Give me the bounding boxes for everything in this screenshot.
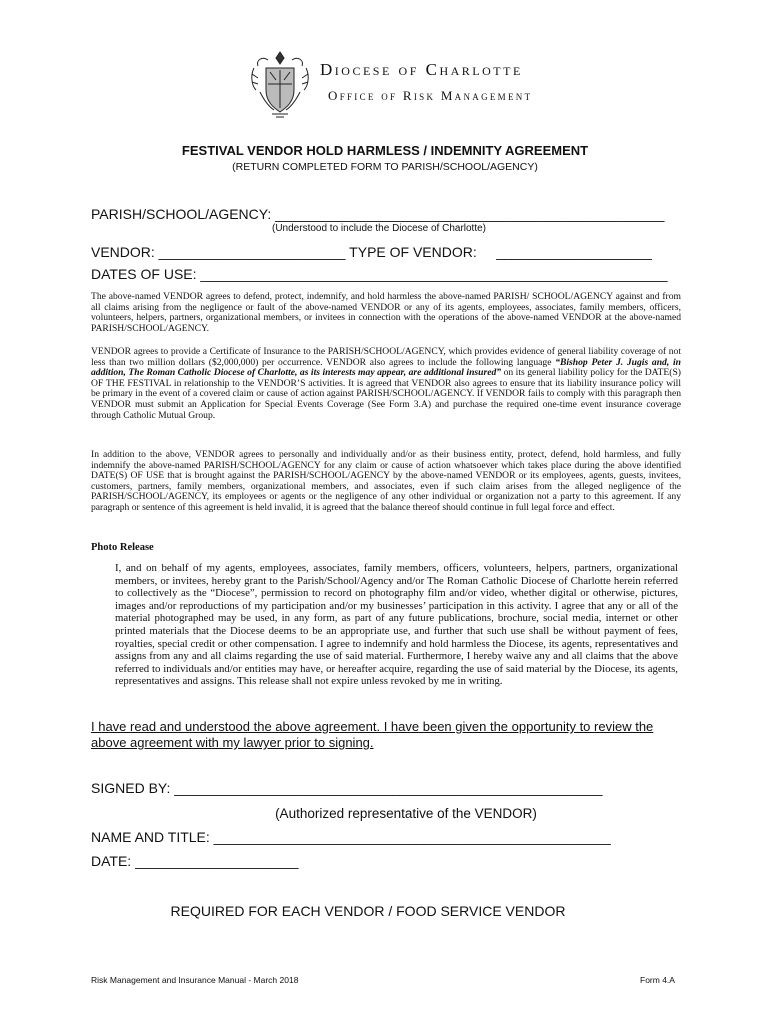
dates-of-use-field[interactable]: DATES OF USE: ____________________________________________________________ [91,266,668,282]
acknowledgement-statement: I have read and understood the above agreement. I have been given the opportunity to review the above agreement with my lawyer prior to signing. [91,719,654,750]
photo-release-text: I, and on behalf of my agents, employees, associates, family members, officers, volunteers, helpers, partners, organizational members, or invitees, hereby grant to the Parish/School/Agency and/or The Roman Catholic Diocese of Charlotte herein referred to collectively as the “Diocese”, permission to record on photography film and/or video, whether digital or otherwise, pictures, images and/or reproductions of my participation and/or my businesses’ participation in this activity. I agree that any or all of the material photographed may be used, in any form, as part of any future publications, brochure, social media, internet or other printed materials that the Diocese deems to be an appropriate use, and further that such use shall be without payment of fees, royalties, special credit or other compensation. I agree to indemnify and hold harmless the Diocese, its agents, representatives and assigns from any and all claims regarding the use of said material. Furthermore, I hereby waive any and all claims that the above referred to individuals and/or entities may have, or hereafter acquire, regarding the use of said material by the Diocese, its agents, representatives and assigns. This release shall not expire unless revoked by me in writing. [115,562,678,688]
form-subtitle: (RETURN COMPLETED FORM TO PARISH/SCHOOL/AGENCY) [232,161,538,173]
parish-note: (Understood to include the Diocese of Charlotte) [272,223,487,234]
required-note: REQUIRED FOR EACH VENDOR / FOOD SERVICE VENDOR [170,903,566,919]
letterhead [248,50,548,120]
form-title: FESTIVAL VENDOR HOLD HARMLESS / INDEMNITY AGREEMENT [181,143,589,158]
footer-manual: Risk Management and Insurance Manual - March 2018 [91,975,299,985]
org-name: Diocese of Charlotte [320,60,523,79]
office-name: Office of Risk Management [328,88,533,103]
authorized-representative-note: (Authorized representative of the VENDOR) [275,806,537,821]
additional-insured-language: “Bishop Peter J. Jugis and, in addition, The Roman Catholic Diocese of Charlotte, as its interests may appear, are additional insured” [91,356,681,379]
indemnity-paragraph-1: The above-named VENDOR agrees to defend, protect, indemnify, and hold harmless the above-named PARISH/ SCHOOL/AGENCY against and from all claims arising from the negligence or fault of the above-named VENDOR or any of its agents, employees, associates, family members, officers, volunteers, helpers, partners, organizational members, or invitees in connection with the operations of the above-named VENDOR at the above-named PARISH/SCHOOL/AGENCY. [91,291,681,334]
date-field[interactable]: DATE: _____________________ [91,853,299,869]
signed-by-field[interactable]: SIGNED BY: _______________________________________________________ [91,780,603,796]
footer-form-number: Form 4.A [640,975,675,985]
vendor-field[interactable]: VENDOR: ________________________ TYPE OF VENDOR: ____________________ [91,244,652,260]
photo-release-heading: Photo Release [91,542,154,553]
name-and-title-field[interactable]: NAME AND TITLE: ___________________________________________________ [91,829,611,845]
insurance-paragraph [91,347,681,421]
insurance-text-b: on its general liability policy for the DATE(S) OF THE FESTIVAL in relationship to the VENDOR’S activities. It is agreed that VENDOR also agrees to ensure that its liability insurance policy will be primary in the event of a covered claim or cause of action against PARISH/SCHOOL/AGENCY. If VENDOR fails to comply with this paragraph then VENDOR must submit an Application for Special Events Coverage (See Form 3.A) and purchase the required one-time event insurance coverage through Catholic Mutual Group. [91,367,681,421]
insurance-text-a: VENDOR agrees to provide a Certificate of Insurance to the PARISH/SCHOOL/AGENCY, which provides evidence of general liability coverage of not less than two million dollars ($2,000,000) per occurrence. VENDOR also agrees to include the following language [91,346,681,368]
parish-field[interactable]: PARISH/SCHOOL/AGENCY: __________________________________________________ [91,206,665,222]
diocese-seal-icon [248,50,312,120]
indemnity-paragraph-2: In addition to the above, VENDOR agrees to personally and individually and/or as their business entity, protect, defend, hold harmless, and fully indemnify the above-named PARISH/SCHOOL/AGENCY for any claim or cause of action whatsoever which takes place during the above identified DATE(S) OF USE that is brought against the PARISH/SCHOOL/AGENCY by the above-named VENDOR or its employees, agents, guests, invitees, customers, partners, family members, organizational members, and associates, even if such claim arises from the alleged negligence of the PARISH/SCHOOL/AGENCY, its employees or agents or the negligence of any other individual or organization not a party to this agreement. If any paragraph or sentence of this agreement is held invalid, it is agreed that the balance thereof should continue in full legal force and effect. [91,449,681,513]
